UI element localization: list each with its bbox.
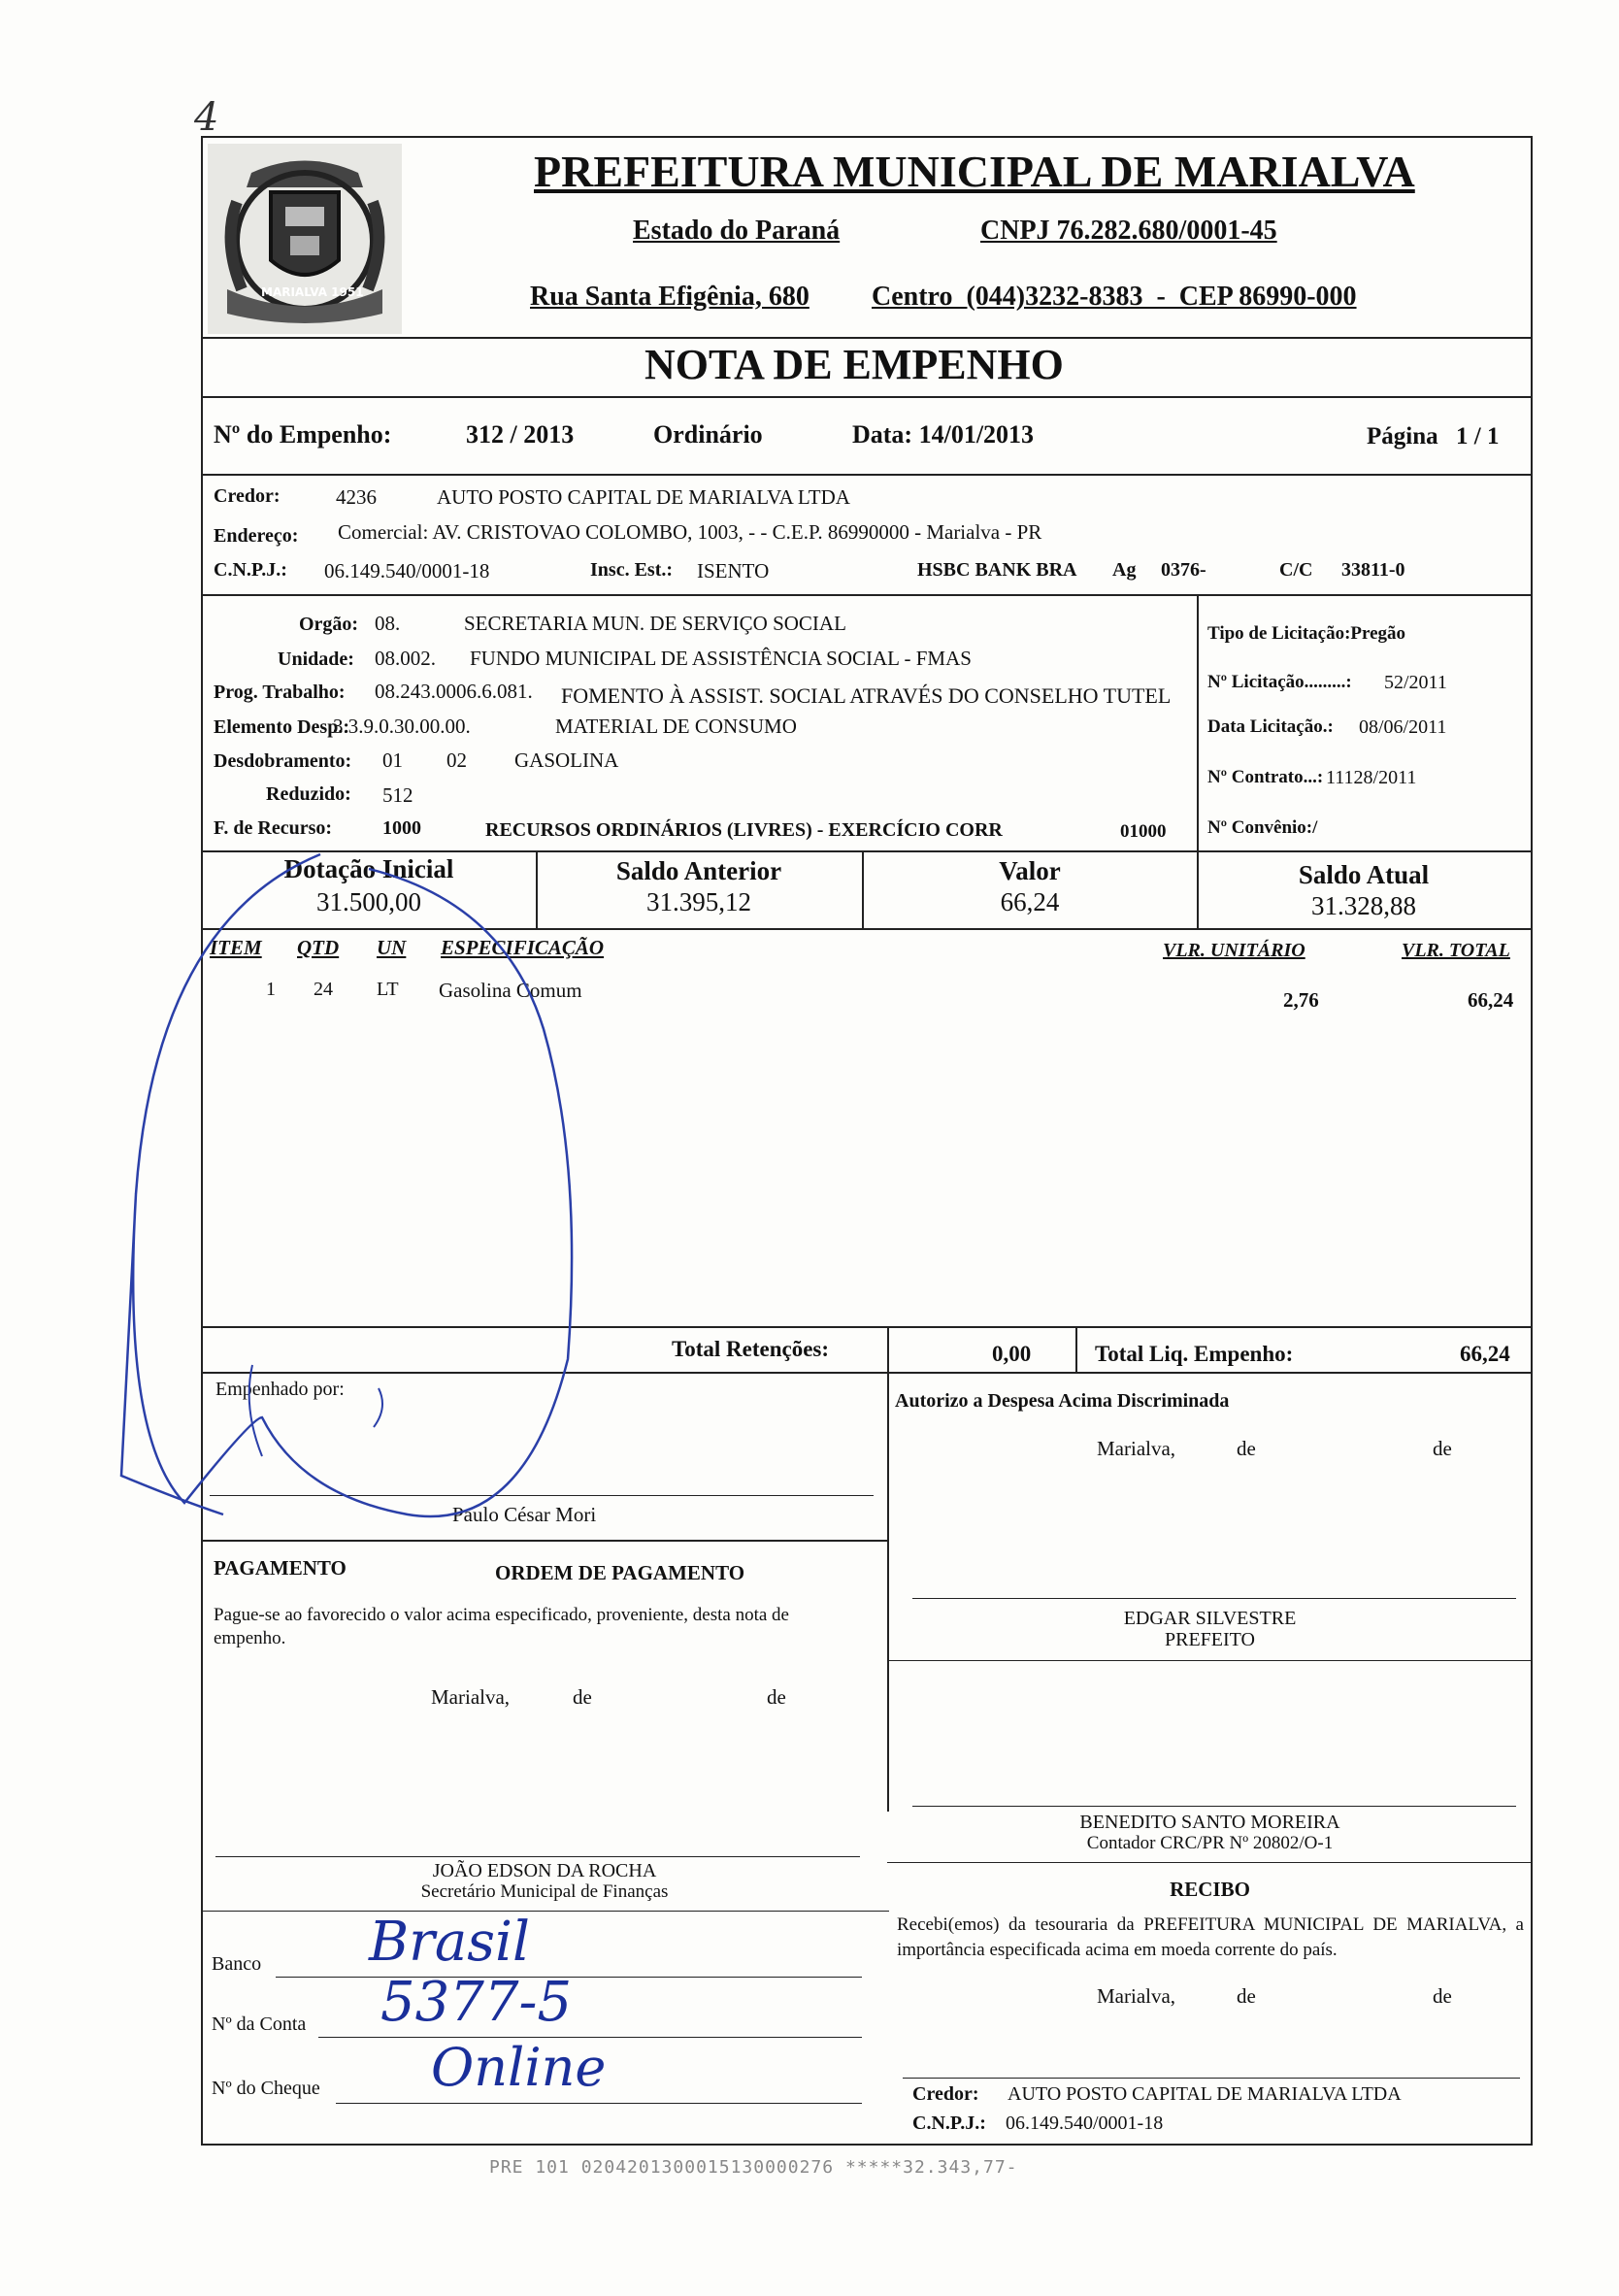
prog-code: 08.243.0006.6.081. [375, 680, 533, 703]
autorizo-de-2: de [1433, 1437, 1452, 1460]
row-unit-value: 2,76 [1283, 988, 1319, 1012]
col-un: UN [377, 936, 407, 959]
header-contact: Centro (044)3232-8383 - CEP 86990-000 [872, 282, 1357, 312]
recibo-title: RECIBO [1170, 1878, 1250, 1901]
doc-title: NOTA DE EMPENHO [644, 341, 1064, 388]
pagamento-de-1: de [573, 1685, 592, 1709]
recibo-text: Recebi(emos) da tesouraria da PREFEITURA MUNICIPAL DE MARIALVA, a importância especificada acima em moeda corrente do país. [897, 1914, 1524, 1960]
data-licitacao-label: Data Licitação.: [1207, 716, 1334, 737]
unidade-name: FUNDO MUNICIPAL DE ASSISTÊNCIA SOCIAL - FMAS [470, 647, 972, 670]
col-item: ITEM [210, 936, 262, 959]
row-qtd: 24 [314, 979, 333, 1000]
elem-label: Elemento Desp.: [214, 716, 349, 738]
contador-nome: BENEDITO SANTO MOREIRA [1079, 1812, 1340, 1833]
cc-value: 33811-0 [1341, 559, 1405, 581]
dotacao-label: Dotação Inicial [283, 854, 454, 883]
page-number: 1 / 1 [1456, 423, 1500, 449]
ie-value: ISENTO [697, 559, 770, 582]
col-spec: ESPECIFICAÇÃO [441, 936, 605, 959]
valor-value: 66,24 [1000, 887, 1060, 916]
empenhado-por-label: Empenhado por: [215, 1379, 345, 1400]
fonte-code: 1000 [382, 817, 421, 839]
liquido-value: 66,24 [1460, 1342, 1510, 1366]
empenhado-nome: Paulo César Mori [452, 1503, 597, 1526]
reduzido-label: Reduzido: [266, 783, 351, 805]
municipal-seal [208, 144, 402, 334]
credor-code: 4236 [336, 485, 377, 509]
contador-cargo: Contador CRC/PR Nº 20802/O-1 [1086, 1833, 1334, 1853]
orgao-name: SECRETARIA MUN. DE SERVIÇO SOCIAL [464, 612, 846, 635]
ie-label: Insc. Est.: [590, 559, 674, 581]
fonte-name: RECURSOS ORDINÁRIOS (LIVRES) - EXERCÍCIO CORR [485, 819, 1003, 841]
n-licitacao-label: Nº Licitação.........: [1207, 672, 1352, 692]
recibo-de-2: de [1433, 1984, 1452, 2008]
col-total-value: VLR. TOTAL [1402, 940, 1510, 961]
page-title: PREFEITURA MUNICIPAL DE MARIALVA [534, 147, 1415, 196]
recibo-cnpj: 06.149.540/0001-18 [1006, 2113, 1164, 2134]
prog-name: FOMENTO À ASSIST. SOCIAL ATRAVÉS DO CONSELHO TUTEL [561, 683, 1172, 708]
convenio: Nº Convênio:/ [1207, 817, 1318, 838]
saldo-anterior-value: 31.395,12 [646, 887, 751, 916]
retencoes-label: Total Retenções: [672, 1337, 830, 1361]
recibo-cnpj-label: C.N.P.J.: [912, 2113, 986, 2134]
saldo-atual-label: Saldo Atual [1298, 860, 1430, 889]
secretario-cargo: Secretário Municipal de Finanças [420, 1881, 669, 1902]
address-label: Endereço: [214, 525, 299, 547]
ag-label: Ag [1112, 559, 1137, 581]
empenho-label: Nº do Empenho: [214, 420, 392, 449]
credor-name: AUTO POSTO CAPITAL DE MARIALVA LTDA [437, 485, 850, 509]
cnpj-label: C.N.P.J.: [214, 559, 287, 581]
contrato-label: Nº Contrato...: [1207, 767, 1324, 787]
prefeito-cargo: PREFEITO [1165, 1629, 1255, 1650]
secretario-nome: JOÃO EDSON DA ROCHA [432, 1860, 657, 1881]
data-licitacao-value: 08/06/2011 [1359, 716, 1447, 738]
recibo-de-1: de [1237, 1984, 1256, 2008]
bank-name: HSBC BANK BRA [917, 559, 1077, 581]
saldo-anterior-label: Saldo Anterior [615, 856, 782, 885]
row-total-value: 66,24 [1468, 988, 1514, 1012]
banco-label: Banco [212, 1953, 262, 1975]
retencoes-value: 0,00 [992, 1342, 1032, 1366]
desd-name: GASOLINA [514, 749, 619, 772]
recibo-credor-name: AUTO POSTO CAPITAL DE MARIALVA LTDA [1008, 2083, 1402, 2105]
credor-address: Comercial: AV. CRISTOVAO COLOMBO, 1003, - - C.E.P. 86990000 - Marialva - PR [338, 520, 1042, 544]
unidade-code: 08.002. [375, 647, 436, 670]
ordem-pagamento-label: ORDEM DE PAGAMENTO [495, 1561, 745, 1584]
desd-a: 01 [382, 749, 403, 772]
col-qtd: QTD [297, 936, 340, 959]
footer-code: PRE 101 0204201300015130000276 *****32.343,77- [489, 2157, 1018, 2178]
conta-label: Nº da Conta [212, 2013, 307, 2035]
elem-code: 3.3.9.0.30.00.00. [333, 715, 471, 738]
page-label: Página [1367, 423, 1438, 449]
recibo-city: Marialva, [1097, 1984, 1176, 2008]
cheque-value: Online [431, 2037, 607, 2098]
desd-b: 02 [446, 749, 467, 772]
dotacao-value: 31.500,00 [316, 887, 421, 916]
fonte-label: F. de Recurso: [214, 817, 333, 839]
ag-value: 0376- [1161, 559, 1206, 581]
conta-value: 5377-5 [380, 1971, 573, 2034]
credor-cnpj: 06.149.540/0001-18 [324, 559, 490, 582]
seal-text: MARIALVA 1951 [261, 285, 364, 299]
pagamento-de-2: de [767, 1685, 786, 1709]
valor-label: Valor [999, 856, 1061, 885]
elem-name: MATERIAL DE CONSUMO [555, 715, 797, 738]
cheque-label: Nº do Cheque [212, 2078, 320, 2099]
reduzido-value: 512 [382, 783, 413, 807]
header-street: Rua Santa Efigênia, 680 [530, 282, 810, 312]
row-un: LT [377, 979, 399, 1000]
pagamento-city: Marialva, [431, 1685, 511, 1709]
autorizo-city: Marialva, [1097, 1437, 1176, 1460]
n-licitacao-value: 52/2011 [1384, 672, 1447, 693]
prog-label: Prog. Trabalho: [214, 682, 346, 703]
row-spec: Gasolina Comum [439, 979, 582, 1002]
prefeito-nome: EDGAR SILVESTRE [1123, 1608, 1297, 1629]
desd-label: Desdobramento: [214, 750, 352, 772]
saldo-atual-value: 31.328,88 [1311, 891, 1416, 920]
empenho-type: Ordinário [653, 420, 763, 449]
tipo-licitacao: Tipo de Licitação:Pregão [1207, 623, 1406, 644]
empenho-number: 312 / 2013 [466, 420, 575, 449]
banco-value: Brasil [369, 1911, 530, 1974]
credor-label: Credor: [214, 485, 281, 507]
autorizo-text: Autorizo a Despesa Acima Discriminada [895, 1390, 1230, 1412]
pagamento-text: Pague-se ao favorecido o valor acima especificado, proveniente, desta nota de empenho. [214, 1605, 789, 1648]
cc-label: C/C [1279, 559, 1313, 581]
orgao-label: Orgão: [299, 614, 359, 635]
state-name: Estado do Paraná [633, 216, 841, 246]
pagamento-label: PAGAMENTO [214, 1556, 347, 1580]
header-cnpj: CNPJ 76.282.680/0001-45 [980, 216, 1277, 246]
autorizo-de-1: de [1237, 1437, 1256, 1460]
liquido-label: Total Liq. Empenho: [1095, 1342, 1294, 1366]
recibo-credor-label: Credor: [912, 2083, 979, 2105]
orgao-code: 08. [375, 612, 401, 635]
fonte-num: 01000 [1120, 821, 1167, 842]
row-item: 1 [266, 979, 276, 1000]
unidade-label: Unidade: [278, 649, 354, 670]
empenho-date: Data: 14/01/2013 [852, 420, 1035, 449]
corner-mark: 4 [194, 95, 219, 140]
contrato-value: 11128/2011 [1326, 767, 1417, 788]
col-unit-value: VLR. UNITÁRIO [1163, 940, 1305, 961]
